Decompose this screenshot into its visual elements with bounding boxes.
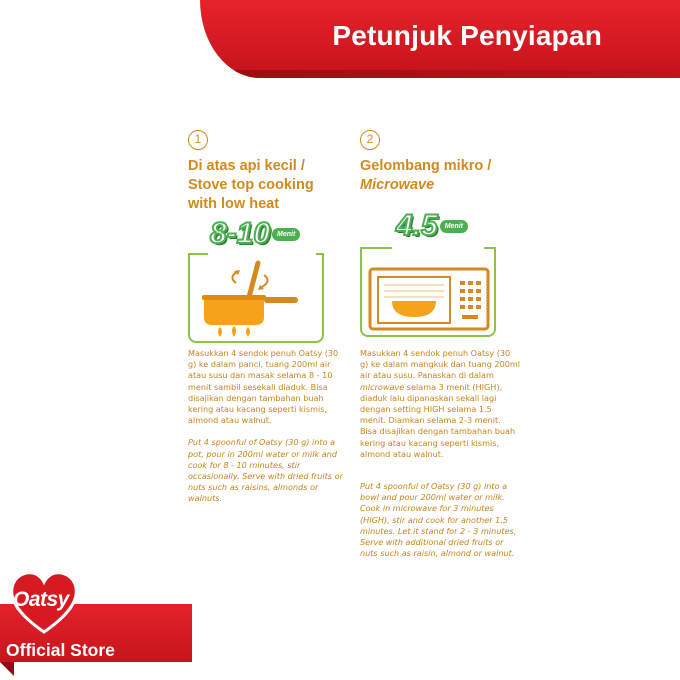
description-id: Masukkan 4 sendok penuh Oatsy (30 g) ke dalam panci, tuang 200ml air atau susu dan masak selama 8 - 10 menit sambil sesekali diaduk. Bisa disajikan dengan tambahan buah kering atau kacang seperti kismis, almond atau walnut. <box>188 348 339 426</box>
description-en: Put 4 spoonful of Oatsy (30 g) into a pot, pour in 200ml water or milk and cook for 8 - 10 minutes, stir occasionally. Serve with dried fruits or nuts such as raisins, almonds or walnuts. <box>188 437 343 504</box>
saucepan-icon <box>190 253 326 343</box>
microwave-icon <box>362 247 498 337</box>
time-badge <box>396 210 468 242</box>
cook-time: 4.5 <box>396 209 438 242</box>
cook-time: 8-10 <box>210 217 271 250</box>
time-unit: Menit <box>440 220 468 233</box>
step-microwave <box>360 130 521 559</box>
ribbon-fold <box>0 662 14 676</box>
step-description <box>360 348 520 570</box>
step-title <box>360 157 510 195</box>
step-title-line: Microwave <box>360 177 435 193</box>
step-title-line: Stove top cooking <box>188 177 314 193</box>
step-title-line: with low heat <box>188 196 280 212</box>
step-title <box>188 157 338 214</box>
header-banner <box>200 0 680 78</box>
stove-illustration <box>188 253 324 343</box>
description-id <box>360 348 520 460</box>
microwave-illustration <box>360 247 496 337</box>
time-badge <box>210 218 300 250</box>
description-id-part: selama 3 menit (HIGH), diaduk lalu dipanaskan sekali lagi dengan setting HIGH selama 1.5 menit. Diamkan selama 2-3 menit. Bisa disajikan dengan tambahan buah kering atau kacang seperti kismis, almond atau walnut. <box>360 381 516 459</box>
step-number: 1 <box>188 130 208 150</box>
brand-logo: Oatsy <box>13 588 69 611</box>
page-title: Petunjuk Penyiapan <box>332 20 602 51</box>
description-en: Put 4 spoonful of Oatsy (30 g) into a bowl and pour 200ml water or milk. Cook in microwave for 3 minutes (HIGH), stir and cook for another 1.5 minutes. Let it stand for 2 - 3 minutes, Serve with additional dried fruits or nuts such as raisin, almond or walnut. <box>360 481 517 559</box>
step-number: 2 <box>360 130 380 150</box>
step-stove <box>188 130 343 504</box>
description-id-part: Masukkan 4 sendok penuh Oatsy (30 g) ke dalam mangkuk dan tuang 200ml air atau susu. Panaskan di dalam <box>360 348 521 381</box>
description-id-emphasis: microwave <box>360 381 405 392</box>
step-title-line: Di atas api kecil / <box>188 158 305 174</box>
step-description <box>188 348 348 516</box>
time-unit: Menit <box>272 228 300 241</box>
official-store-label: Official Store <box>6 640 115 660</box>
step-title-line: Gelombang mikro / <box>360 158 492 174</box>
